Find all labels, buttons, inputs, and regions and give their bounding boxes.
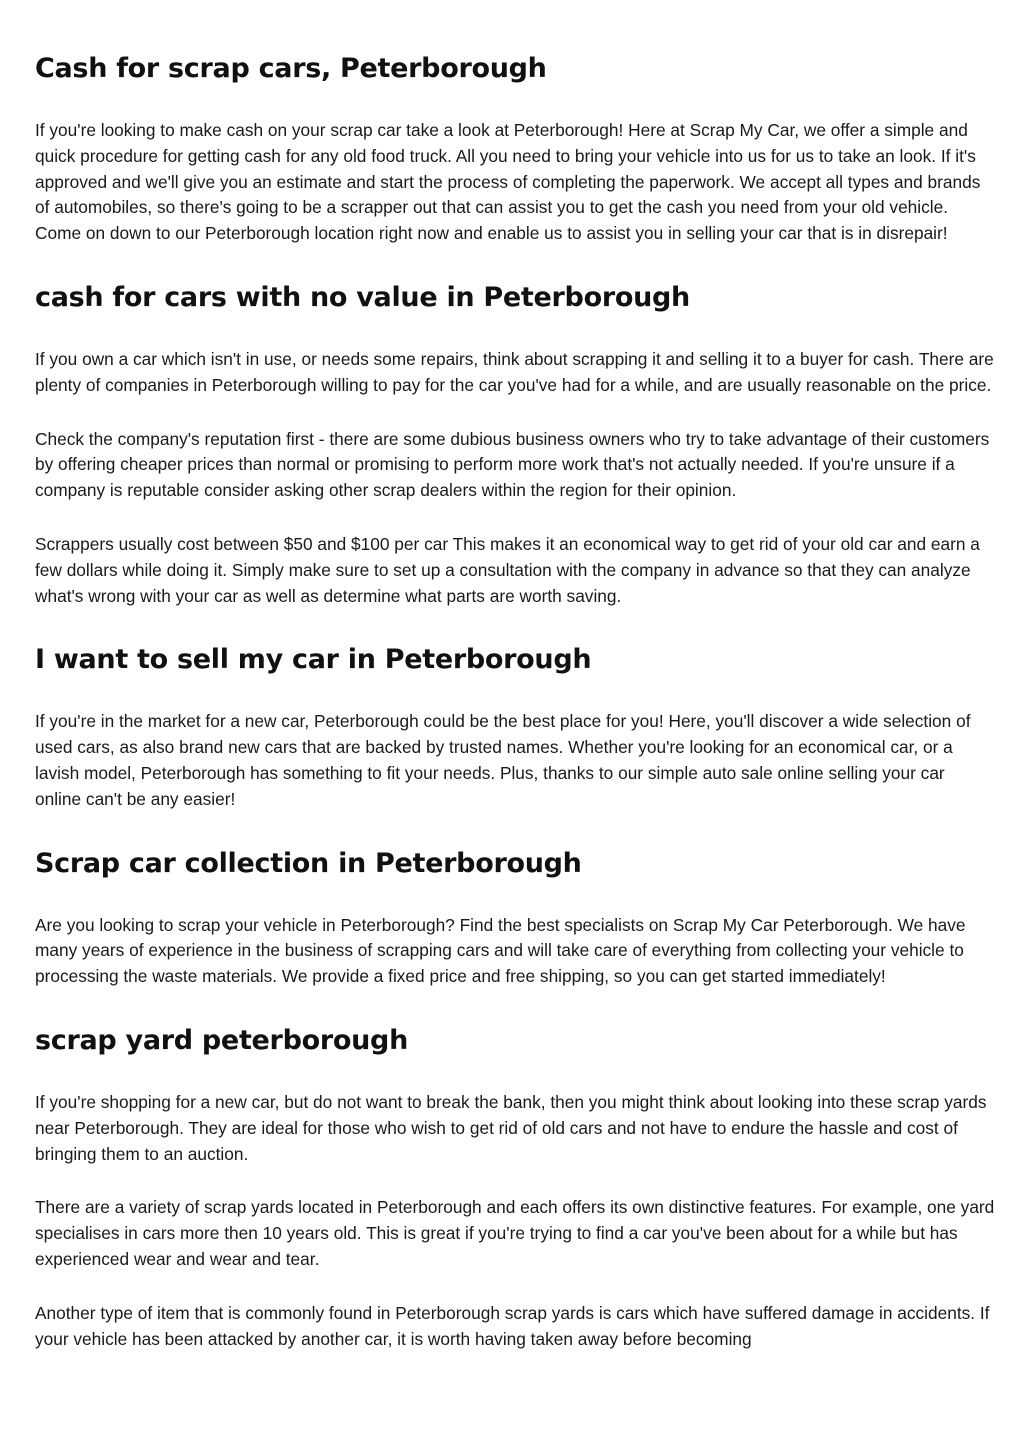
document-page [35, 0, 995, 1352]
section-paragraph: Check the company's reputation first - there are some dubious business owners who try to take advantage of their customers by offering cheaper prices than normal or promising to perform more work that's not actually needed. If you're unsure if a company is reputable consider asking other scrap dealers within the region for their opinion. [35, 428, 990, 501]
section-heading: scrap yard peterborough [35, 1024, 408, 1056]
section-paragraph: If you're shopping for a new car, but do not want to break the bank, then you might think about looking into these scrap yards near Peterborough. They are ideal for those who wish to get rid of old cars and not have to endure the hassle and cost of bringing them to an auction. [35, 1091, 987, 1164]
section-paragraph: If you're in the market for a new car, Peterborough could be the best place for you! Here, you'll discover a wide selection of used cars, as also brand new cars that are backed by trusted names. Whether you're looking for an economical car, or a lavish model, Peterborough has something to fit your needs. Plus, thanks to our simple auto sale online selling your car online can't be any easier! [35, 711, 971, 809]
section-heading: Scrap car collection in Peterborough [35, 847, 582, 879]
section-heading: cash for cars with no value in Peterborough [35, 281, 690, 313]
section-paragraph: If you own a car which isn't in use, or needs some repairs, think about scrapping it and selling it to a buyer for cash. There are plenty of companies in Peterborough willing to pay for the car you've had for a while, and are usually reasonable on the price. [35, 348, 994, 395]
section-heading: Cash for scrap cars, Peterborough [35, 53, 547, 84]
section-paragraph: Are you looking to scrap your vehicle in Peterborough? Find the best specialists on Scrap My Car Peterborough. We have many years of experience in the business of scrapping cars and will take care of everything from collecting your vehicle to processing the waste materials. We provide a fixed price and free shipping, so you can get started immediately! [35, 914, 966, 987]
section-paragraph: There are a variety of scrap yards located in Peterborough and each offers its own distinctive features. For example, one yard specialises in cars more then 10 years old. This is great if you're trying to find a car you've been about for a while but has experienced wear and wear and tear. [35, 1197, 995, 1269]
section-paragraph: Scrappers usually cost between $50 and $100 per car This makes it an economical way to get rid of your old car and earn a few dollars while doing it. Simply make sure to set up a consultation with the company in advance so that they can analyze what's wrong with your car as well as determine what parts are worth saving. [35, 533, 980, 606]
section-paragraph: If you're looking to make cash on your scrap car take a look at Peterborough! Here at Scrap My Car, we offer a simple and quick procedure for getting cash for any old food truck. All you need to bring your vehicle into us for us to take an look. If it's approved and we'll give you an estimate and start the process of completing the paperwork. We accept all types and brands of automobiles, so there's going to be a scrapper out that can assist you to get the cash you need from your old vehicle. Come on down to our Peterborough location right now and enable us to assist you in selling your car that is in disrepair! [35, 120, 981, 244]
section-paragraph: Another type of item that is commonly found in Peterborough scrap yards is cars which have suffered damage in accidents. If your vehicle has been attacked by another car, it is worth having taken away before becoming [35, 1302, 990, 1349]
section-heading: I want to sell my car in Peterborough [35, 644, 592, 676]
